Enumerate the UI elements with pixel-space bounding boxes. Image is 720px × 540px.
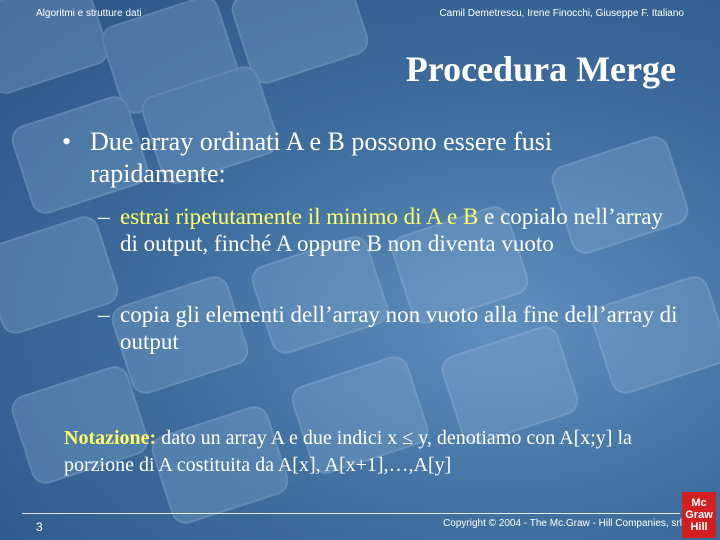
notation-text: dato un array A e due indici x ≤ y, denotiamo con A[x;y] la porzione di A costituita da A[x], A[x+1],…,A[y] [64,427,632,476]
copyright-notice: Copyright © 2004 - The Mc.Graw - Hill Companies, srl [443,518,682,529]
logo-line-2: Graw [685,509,713,521]
header-authors: Camil Demetrescu, Irene Finocchi, Giuseppe F. Italiano [439,8,684,19]
slide-title: Procedura Merge [405,49,676,89]
highlighted-text: estrai ripetutamente il minimo di A e B [120,204,479,229]
subbullet-text [120,203,680,257]
subbullet-text: copia gli elementi dell’array non vuoto alla fine dell’array di output [120,302,678,354]
logo-line-1: Mc [691,497,707,509]
publisher-logo [682,492,716,538]
bullet-text: Due array ordinati A e B possono essere fusi rapidamente: [90,127,553,188]
subbullet-dash: – [98,302,110,327]
bullet-symbol: • [62,127,72,156]
subbullet-dash: – [98,204,110,229]
footer-divider [22,513,680,514]
header-course-title: Algoritmi e strutture dati [36,8,142,19]
subbullet-rest-text: e copialo nell’array di output, finché A oppure B non diventa vuoto [120,204,663,256]
page-number: 3 [36,520,43,534]
logo-line-3: Hill [690,521,708,533]
notation-box [64,425,684,479]
notation-label: Notazione: [64,427,157,449]
